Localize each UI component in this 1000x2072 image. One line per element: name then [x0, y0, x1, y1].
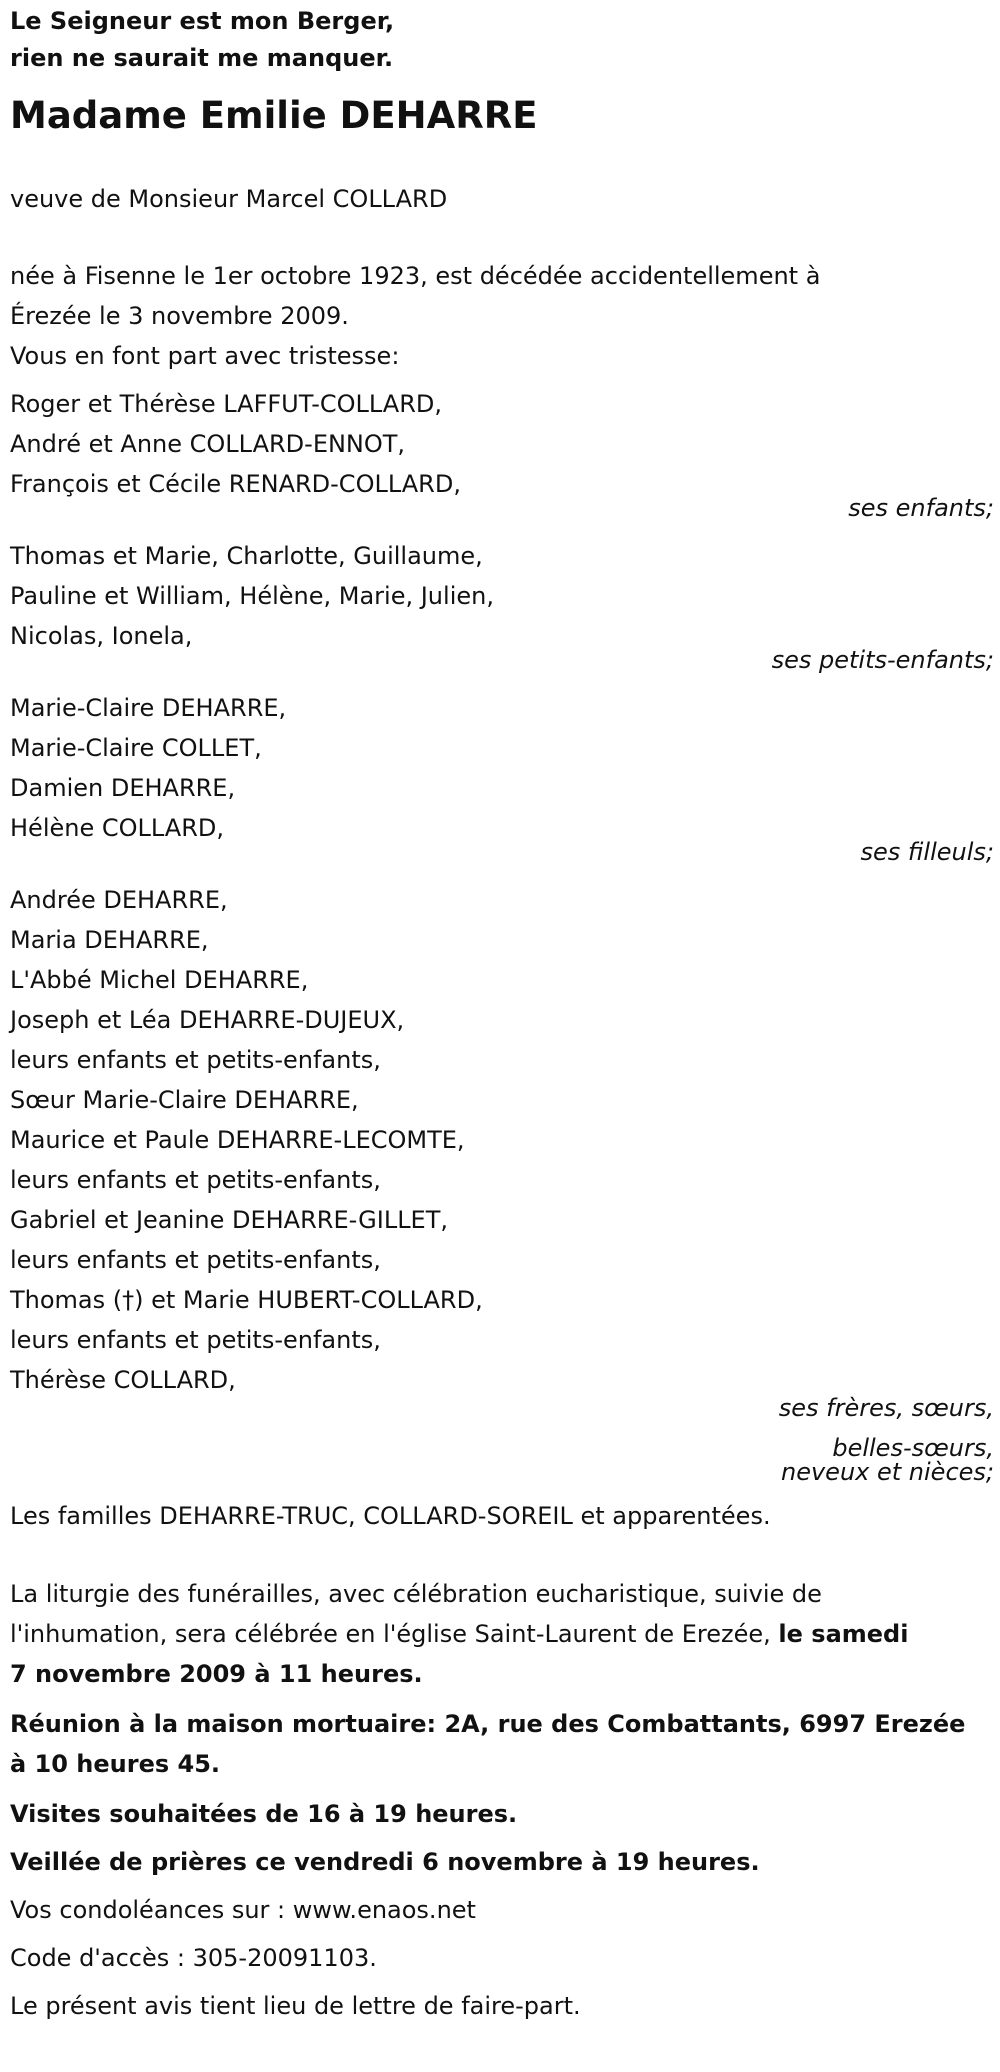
- liturgy-line-2-text: l'inhumation, sera célébrée en l'église Saint-Laurent de Erezée,: [10, 1620, 779, 1648]
- liturgy-date-start: le samedi: [778, 1620, 909, 1648]
- condolences-line: Vos condoléances sur : www.enaos.net: [10, 1896, 476, 1924]
- grandchildren-list: [10, 536, 990, 656]
- notice-line: Le présent avis tient lieu de lettre de faire-part.: [10, 1992, 581, 2020]
- siblings-list: [10, 880, 990, 1400]
- reunion-line-2: à 10 heures 45.: [10, 1750, 221, 1778]
- list-item: Gabriel et Jeanine DEHARRE-GILLET,: [10, 1206, 449, 1234]
- access-code-line: Code d'accès : 305-20091103.: [10, 1944, 377, 1972]
- list-item: L'Abbé Michel DEHARRE,: [10, 966, 309, 994]
- liturgy-line-2: [10, 1614, 990, 1654]
- list-item: Marie-Claire DEHARRE,: [10, 694, 287, 722]
- list-item: Pauline et William, Hélène, Marie, Julien,: [10, 582, 494, 610]
- obituary-page: [0, 3, 1000, 2072]
- liturgy-line-1: La liturgie des funérailles, avec célébration eucharistique, suivie de: [10, 1580, 822, 1608]
- born-line-1: née à Fisenne le 1er octobre 1923, est décédée accidentellement à: [10, 262, 821, 290]
- list-item: Thomas (†) et Marie HUBERT-COLLARD,: [10, 1286, 483, 1314]
- visits-line: Visites souhaitées de 16 à 19 heures.: [10, 1800, 518, 1828]
- list-item: Thomas et Marie, Charlotte, Guillaume,: [10, 542, 483, 570]
- relation-godchildren: ses filleuls;: [860, 838, 994, 866]
- children-list: [10, 384, 990, 504]
- list-item: Damien DEHARRE,: [10, 774, 236, 802]
- epigraph-line-1: Le Seigneur est mon Berger,: [10, 7, 395, 35]
- list-item: leurs enfants et petits-enfants,: [10, 1326, 381, 1354]
- relation-in-laws: belles-sœurs,: [832, 1434, 994, 1462]
- list-item: Maria DEHARRE,: [10, 926, 209, 954]
- deceased-name: Madame Emilie DEHARRE: [10, 94, 538, 137]
- relation-children: ses enfants;: [848, 494, 994, 522]
- list-item: François et Cécile RENARD-COLLARD,: [10, 470, 461, 498]
- relation-grandchildren: ses petits-enfants;: [771, 646, 994, 674]
- widow-of-line: veuve de Monsieur Marcel COLLARD: [10, 185, 448, 213]
- list-item: leurs enfants et petits-enfants,: [10, 1166, 381, 1194]
- relation-siblings: ses frères, sœurs,: [778, 1394, 994, 1422]
- liturgy-block: [10, 1574, 990, 1694]
- list-item: Sœur Marie-Claire DEHARRE,: [10, 1086, 359, 1114]
- list-item: Marie-Claire COLLET,: [10, 734, 262, 762]
- list-item: Nicolas, Ionela,: [10, 622, 193, 650]
- list-item: Hélène COLLARD,: [10, 814, 224, 842]
- born-line-2: Érezée le 3 novembre 2009.: [10, 302, 349, 330]
- relation-nephews: neveux et nièces;: [781, 1458, 994, 1486]
- list-item: Joseph et Léa DEHARRE-DUJEUX,: [10, 1006, 405, 1034]
- list-item: André et Anne COLLARD-ENNOT,: [10, 430, 406, 458]
- list-item: leurs enfants et petits-enfants,: [10, 1046, 381, 1074]
- list-item: leurs enfants et petits-enfants,: [10, 1246, 381, 1274]
- liturgy-date-time: 7 novembre 2009 à 11 heures.: [10, 1660, 423, 1688]
- list-item: Andrée DEHARRE,: [10, 886, 228, 914]
- reunion-line-1: Réunion à la maison mortuaire: 2A, rue des Combattants, 6997 Erezée: [10, 1710, 966, 1738]
- list-item: Thérèse COLLARD,: [10, 1366, 236, 1394]
- list-item: Maurice et Paule DEHARRE-LECOMTE,: [10, 1126, 465, 1154]
- announcement-intro: Vous en font part avec tristesse:: [10, 342, 400, 370]
- list-item: Roger et Thérèse LAFFUT-COLLARD,: [10, 390, 442, 418]
- godchildren-list: [10, 688, 990, 848]
- vigil-line: Veillée de prières ce vendredi 6 novembre à 19 heures.: [10, 1848, 760, 1876]
- families-line: Les familles DEHARRE-TRUC, COLLARD-SOREIL et apparentées.: [10, 1502, 771, 1530]
- epigraph-line-2: rien ne saurait me manquer.: [10, 44, 394, 72]
